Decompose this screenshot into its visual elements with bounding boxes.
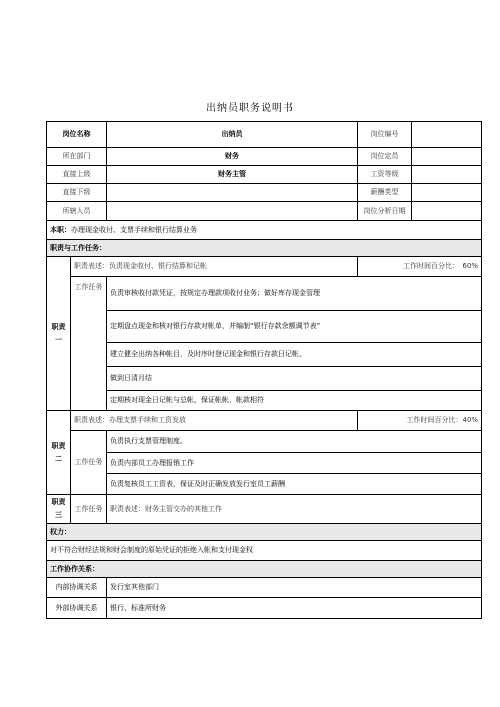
row-post-name bbox=[47, 122, 482, 148]
quota-label: 岗位定员 bbox=[358, 148, 412, 166]
row-subordinate bbox=[47, 184, 482, 202]
row-superior bbox=[47, 166, 482, 184]
row-d2-task-3 bbox=[47, 474, 482, 495]
subordinate-value bbox=[107, 184, 358, 202]
pay-type-value bbox=[412, 184, 482, 202]
row-d2-task-2 bbox=[47, 453, 482, 474]
duty-1-task-2: 定期盘点现金和核对银行存款对帐单，并编制“银行存款余额调节表” bbox=[107, 311, 482, 343]
duty-3-name: 职责三 bbox=[47, 495, 71, 524]
duty-1-task-3: 建立健全出纳各种帐目，及时序时登记现金和银行存款日记帐， bbox=[107, 343, 482, 367]
post-name-label: 岗位名称 bbox=[47, 122, 107, 148]
members-value bbox=[107, 202, 358, 221]
grade-label: 工资等级 bbox=[358, 166, 412, 184]
members-label: 所辖人员 bbox=[47, 202, 107, 221]
post-no-value bbox=[412, 122, 482, 148]
internal-coordination-value: 发行室其他部门 bbox=[107, 578, 482, 598]
duty-1-task-label: 工作任务 bbox=[71, 277, 107, 411]
analysis-date-value bbox=[412, 202, 482, 221]
row-d1-task-3 bbox=[47, 343, 482, 367]
quota-value bbox=[412, 148, 482, 166]
row-coordination-heading bbox=[47, 561, 482, 578]
row-d2-desc bbox=[47, 411, 482, 431]
row-d1-task-4 bbox=[47, 367, 482, 391]
authority-heading: 权力： bbox=[47, 524, 482, 541]
row-d3 bbox=[47, 495, 482, 524]
row-d1-desc bbox=[47, 257, 482, 277]
row-d1-task-2 bbox=[47, 311, 482, 343]
row-authority-heading bbox=[47, 524, 482, 541]
coordination-heading: 工作协作关系： bbox=[47, 561, 482, 578]
row-internal-coordination bbox=[47, 578, 482, 598]
row-external-coordination bbox=[47, 598, 482, 619]
dept-label: 所在部门 bbox=[47, 148, 107, 166]
dept-value: 财务 bbox=[107, 148, 358, 166]
subordinate-label: 直接下级 bbox=[47, 184, 107, 202]
post-no-label: 岗位编号 bbox=[358, 122, 412, 148]
document-title: 出纳员职务说明书 bbox=[206, 103, 294, 114]
analysis-date-label: 岗位分析日期 bbox=[358, 202, 412, 221]
internal-coordination-label: 内部协调关系 bbox=[47, 578, 107, 598]
duty-1-name: 职责一 bbox=[47, 257, 71, 411]
duty-1-task-5: 定期核对现金日记帐与总帐，保证帐帐、帐款相符 bbox=[107, 391, 482, 411]
duty-summary-text: 办理现金收付、支票手续和银行结算业务 bbox=[71, 225, 197, 234]
duty-3-desc: 职责表述：财务主管交办的其他工作 bbox=[107, 495, 482, 524]
pay-type-label: 薪酬类型 bbox=[358, 184, 412, 202]
row-duties-heading bbox=[47, 240, 482, 257]
duty-2-name: 职责二 bbox=[47, 411, 71, 495]
post-name-value: 出纳员 bbox=[107, 122, 358, 148]
duty-2-task-1: 负责执行支票管理制度。 bbox=[107, 431, 482, 453]
row-d1-task-1 bbox=[47, 277, 482, 311]
duty-1-desc: 职责表述：负责现金收付、银行结算和记帐 bbox=[71, 257, 358, 277]
superior-label: 直接上级 bbox=[47, 166, 107, 184]
row-d1-task-5 bbox=[47, 391, 482, 411]
duty-3-task-label: 工作任务 bbox=[71, 495, 107, 524]
duty-2-task-label: 工作任务 bbox=[71, 431, 107, 495]
external-coordination-value: 银行、标准所财务 bbox=[107, 598, 482, 619]
duty-2-pct: 工作时间百分比：40% bbox=[358, 411, 482, 431]
duties-heading: 职责与工作任务： bbox=[47, 240, 482, 257]
row-d2-task-1 bbox=[47, 431, 482, 453]
job-description-table bbox=[46, 121, 482, 619]
superior-value: 财务主管 bbox=[107, 166, 358, 184]
duty-1-pct: 工作时间百分比： 60% bbox=[358, 257, 482, 277]
row-duty-summary bbox=[47, 221, 482, 240]
duty-1-task-4: 做到日清月结 bbox=[107, 367, 482, 391]
duty-2-task-2: 负责内部员工办理报销工作 bbox=[107, 453, 482, 474]
authority-text: 对不符合财经法规和财会制度的原始凭证的拒绝入帐和支付现金权 bbox=[47, 541, 482, 561]
row-members bbox=[47, 202, 482, 221]
duty-1-task-1: 负责审核收付款凭证，按规定办理款项收付业务；做好库存现金管理 bbox=[107, 277, 482, 311]
duty-2-desc: 职责表述：办理支票手续和工资发放 bbox=[71, 411, 358, 431]
duty-2-task-3: 负责复核员工工资表，保证及时正确发放发行室员工薪酬 bbox=[107, 474, 482, 495]
row-authority-text bbox=[47, 541, 482, 561]
external-coordination-label: 外部协调关系 bbox=[47, 598, 107, 619]
grade-value bbox=[412, 166, 482, 184]
duty-summary bbox=[47, 221, 482, 240]
duty-summary-label: 本职： bbox=[50, 225, 71, 234]
row-dept bbox=[47, 148, 482, 166]
